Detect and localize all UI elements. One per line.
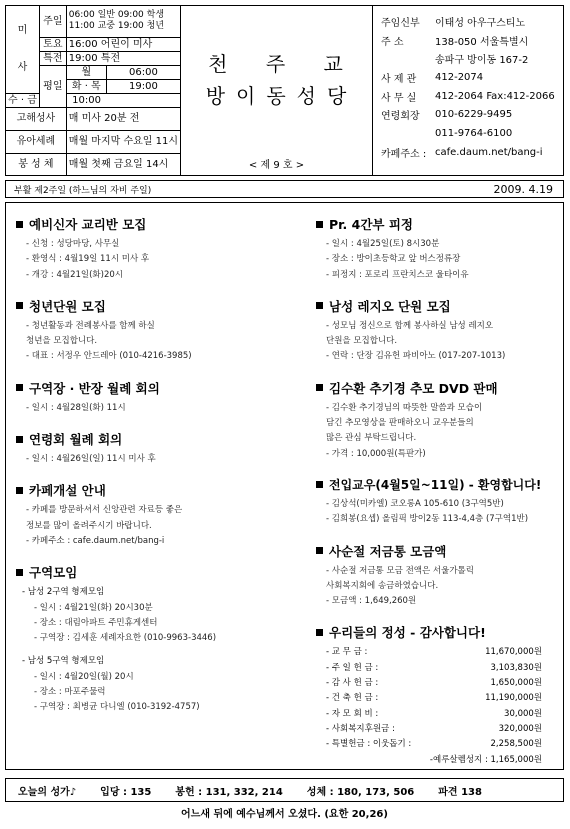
announcement-title	[316, 379, 560, 397]
title-line-2: 방이동성당	[205, 84, 358, 108]
announcement	[316, 297, 560, 365]
offering-amount: 2,258,500원	[490, 739, 542, 750]
info-value: 412-2074	[435, 71, 484, 83]
announcement-title	[16, 379, 301, 397]
announcement-line: - 김희봉(요셉) 올림픽 방이2동 113-4,4층 (7구역1반)	[326, 514, 529, 525]
meeting-group-name: - 남성 2구역 형제모임	[22, 587, 105, 598]
announcement-title-text: 청년단원 모집	[29, 298, 106, 314]
bullet-square-icon	[316, 481, 323, 488]
announcement-line: 단원을 모집합니다.	[326, 336, 398, 347]
announcement-title	[316, 623, 560, 641]
offering-label: - 감 사 헌 금 :	[326, 678, 379, 689]
meeting-line: - 구역장 : 김세훈 세례자요한 (010-9963-3446)	[34, 633, 217, 644]
mass-schedule	[6, 6, 181, 175]
offering-row	[316, 753, 560, 768]
communion-label: 봉 성 체	[6, 153, 66, 176]
offering-amount: 30,000원	[504, 708, 542, 719]
weekday-label: 평일	[39, 65, 66, 107]
info-value: 송파구 방이동 167-2	[435, 55, 529, 67]
offering-row	[316, 722, 560, 737]
offering-label: - 건 축 헌 금 :	[326, 693, 379, 704]
left-column	[16, 215, 301, 730]
district-meetings	[16, 563, 301, 715]
hymn-dismissal: 파견 138	[438, 786, 482, 798]
info-value: 010-6229-9495	[435, 109, 513, 121]
infant-baptism-label: 유아세례	[6, 130, 66, 153]
bulletin-title	[181, 6, 373, 175]
bullet-square-icon	[16, 569, 23, 576]
meeting-line: - 일시 : 4월20일(월) 20시	[34, 671, 134, 682]
announcement-line: - 연락 : 단장 김유헌 파비아노 (017-207-1013)	[326, 351, 506, 362]
mon-label: 월	[66, 65, 106, 79]
side-label	[6, 6, 39, 93]
info-label: 주 소	[381, 36, 404, 48]
infant-baptism-value: 매월 마지막 수요일 11시	[66, 130, 180, 153]
offering-amount: 11,190,000원	[485, 693, 542, 704]
info-row	[381, 124, 563, 143]
tue-thu-label: 화 · 목	[66, 79, 106, 93]
announcement-line: 청년을 모집합니다.	[26, 336, 98, 347]
info-row	[381, 49, 563, 68]
info-value: 412-2064 Fax:412-2066	[435, 90, 555, 102]
liturgical-sunday: 부활 제2주일 (하느님의 자비 주일)	[14, 185, 152, 196]
wed-fri-time: 10:00	[66, 93, 106, 107]
announcement-line: 담긴 추모영상을 판매하오니 교우분들의	[326, 418, 474, 429]
info-value: 이태성 아우구스티노	[435, 17, 526, 29]
title-line-1: 천 주 교	[208, 52, 359, 76]
offering-label: - 자 모 회 비 :	[326, 708, 379, 719]
offering-label: - 주 일 헌 금 :	[326, 662, 379, 673]
offering-label: - 특별헌금 : 이웃돕기 :	[326, 739, 412, 750]
issue-number: < 제 9 호 >	[248, 160, 305, 171]
announcement-title	[316, 476, 560, 493]
announcement-title-text: 우리들의 정성 - 감사합니다!	[329, 625, 486, 641]
bulletin-header	[5, 5, 564, 176]
announcement-line: 많은 관심 부탁드립니다.	[326, 433, 417, 444]
info-label: 사 제 관	[381, 73, 417, 85]
hymn-offertory: 봉헌 : 131, 332, 214	[175, 786, 283, 798]
announcement-title-text: 남성 레지오 단원 모집	[329, 298, 451, 314]
bullet-square-icon	[16, 384, 23, 391]
offering-amount: 320,000원	[498, 723, 542, 734]
info-row	[381, 31, 563, 50]
announcement-title	[16, 430, 301, 448]
announcement-line: - 모금액 : 1,649,260원	[326, 596, 417, 607]
announcement-title	[16, 297, 301, 315]
announcement-line: 사회복지회에 송금하였습니다.	[326, 580, 439, 591]
announcement-title	[16, 215, 301, 233]
announcement-line: - 카페를 방문하셔서 신앙관련 자료등 좋은	[26, 505, 183, 516]
announcement-line: - 대표 : 서정우 안드레아 (010-4216-3985)	[26, 351, 192, 362]
offering-amount: 1,650,000원	[490, 678, 542, 689]
announcement	[316, 476, 560, 528]
confession-value: 매 미사 20분 전	[66, 107, 180, 130]
announcement	[16, 379, 301, 416]
bullet-square-icon	[316, 629, 323, 636]
info-row	[381, 68, 563, 87]
info-label: 연령회장	[381, 111, 420, 123]
side-label-mi: 미	[17, 25, 28, 37]
announcement-title-text: 구역모임	[29, 565, 78, 581]
announcement-line: - 성모님 정신으로 함께 봉사하실 남성 레지오	[326, 320, 494, 331]
announcement-title-text: Pr. 4간부 피정	[329, 217, 413, 232]
announcement-line: 정보를 많이 올려주시기 바랍니다.	[26, 520, 152, 531]
announcement-title-text: 전입교우(4월5일~11일) - 환영합니다!	[329, 477, 542, 492]
announcements	[5, 202, 564, 770]
hymn-bar	[5, 778, 564, 802]
bullet-square-icon	[316, 221, 323, 228]
wed-fri-label: 수 · 금	[6, 93, 39, 107]
sunday-times-1: 06:00 일반 09:00 학생	[68, 10, 165, 21]
info-row	[381, 105, 563, 124]
announcement	[316, 542, 560, 610]
info-row	[381, 87, 563, 106]
info-value: 011-9764-6100	[435, 127, 513, 139]
hymn-communion: 성체 : 180, 173, 506	[306, 786, 415, 798]
offering-amount: -예루살렘성지 : 1,165,000원	[429, 754, 542, 765]
announcement-line: - 환영식 : 4월19일 11시 미사 후	[26, 254, 150, 265]
announcement	[16, 430, 301, 467]
offering-row	[316, 676, 560, 691]
announcement-title-text: 김수환 추기경 추모 DVD 판매	[329, 380, 498, 396]
offering-label	[326, 753, 394, 768]
announcement-line: - 김수환 추기경님의 따뜻한 말씀과 모습이	[326, 402, 483, 413]
bullet-square-icon	[16, 302, 23, 309]
bullet-square-icon	[16, 221, 23, 228]
meeting-line: - 장소 : 대림아파트 주민휴게센터	[34, 617, 158, 628]
bullet-square-icon	[316, 384, 323, 391]
announcement-line: - 청년활동과 전례봉사를 함께 하실	[26, 320, 155, 331]
bullet-square-icon	[16, 487, 23, 494]
announcement-line: - 김상석(미카엘) 코오롱A 105-610 (3구역5반)	[326, 498, 504, 509]
sunday-times-2: 11:00 교중 19:00 청년	[68, 21, 165, 32]
info-value: 138-050 서울특별시	[435, 36, 529, 48]
communion-value: 매월 첫째 금요일 14시	[66, 153, 180, 176]
info-label: 카페주소 :	[381, 148, 427, 160]
offering-row	[316, 645, 560, 660]
side-label-sa: 사	[17, 62, 28, 74]
announcement-line: - 개강 : 4월21일(화)20시	[26, 269, 123, 280]
parish-info	[373, 6, 563, 175]
confession-label: 고해성사	[6, 107, 66, 130]
sunday-label: 주일	[39, 6, 66, 37]
tue-thu-time: 19:00	[106, 79, 180, 93]
announcement-title-text: 연령회 월례 회의	[29, 432, 123, 448]
hymn-label: 오늘의 성가♪	[18, 786, 77, 798]
announcement-title-text: 카페개설 안내	[29, 483, 106, 499]
offering-row	[316, 707, 560, 722]
announcement-line: - 사순절 저금통 모금 전액은 서울가톨릭	[326, 565, 474, 576]
date-line	[5, 180, 564, 198]
saturday-value: 16:00 어린이 미사	[66, 37, 180, 51]
sunday-times	[66, 6, 180, 37]
announcement-line: - 피정지 : 포로리 프란치스코 울타이유	[326, 269, 469, 280]
announcement-title	[316, 215, 560, 233]
bullet-square-icon	[316, 547, 323, 554]
announcement-line: - 장소 : 방이초등학교 앞 버스정류장	[326, 254, 461, 265]
announcement-line: - 일시 : 4월25일(토) 8시30분	[326, 239, 440, 249]
info-row	[381, 143, 563, 162]
announcement-title	[316, 297, 560, 315]
right-column	[316, 215, 560, 782]
bulletin-date: 2009. 4.19	[493, 182, 553, 196]
announcement-title-text: 예비신자 교리반 모집	[29, 217, 147, 232]
offering-amount: 11,670,000원	[485, 647, 542, 658]
hymn-entrance: 입당 : 135	[100, 786, 152, 798]
meeting-group-name: - 남성 5구역 형제모임	[22, 656, 105, 667]
info-row	[381, 12, 563, 31]
bullet-square-icon	[316, 302, 323, 309]
meeting-line: - 구역장 : 최병균 다니엘 (010-3192-4757)	[34, 702, 200, 713]
announcement	[316, 215, 560, 283]
announcement-title	[16, 563, 301, 581]
announcement	[16, 215, 301, 283]
bullet-square-icon	[16, 436, 23, 443]
announcement-title-text: 구역장 · 반장 월례 회의	[29, 380, 160, 396]
offering-row	[316, 737, 560, 752]
announcement-line: - 가격 : 10,000원(특판가)	[326, 448, 426, 459]
offering-summary	[316, 623, 560, 767]
announcement-title	[316, 542, 560, 560]
announcement-line: - 일시 : 4월28일(화) 11시	[26, 402, 126, 413]
mon-time: 06:00	[106, 65, 180, 79]
meeting-line: - 일시 : 4월21일(화) 20시30분	[34, 602, 153, 613]
announcement-line: - 카페주소 : cafe.daum.net/bang-i	[26, 535, 165, 546]
announcement-line: - 일시 : 4월26일(일) 11시 미사 후	[26, 454, 156, 465]
bible-verse: 어느새 뒤에 예수님께서 오셨다. (요한 20,26)	[181, 809, 388, 820]
announcement-title-text: 사순절 저금통 모금액	[329, 543, 447, 559]
offering-row	[316, 691, 560, 706]
info-label: 사 무 실	[381, 92, 417, 104]
announcement	[16, 297, 301, 365]
offering-row	[316, 661, 560, 676]
announcement-line: - 신청 : 성당마당, 사무실	[26, 239, 120, 249]
mass-schedule-table	[6, 6, 180, 176]
info-value: cafe.daum.net/bang-i	[435, 146, 543, 158]
offering-label: - 교 무 금 :	[326, 647, 368, 658]
announcement-title	[16, 481, 301, 499]
meeting-line: - 장소 : 마포주물럭	[34, 687, 106, 698]
saturday-label: 토요	[39, 37, 66, 51]
special-value: 19:00 특전	[66, 51, 180, 65]
info-label: 주임신부	[381, 17, 420, 29]
offering-amount: 3,103,830원	[490, 662, 542, 673]
announcement	[16, 481, 301, 549]
special-label: 특전	[39, 51, 66, 65]
announcement	[316, 379, 560, 462]
offering-label: - 사회복지후원금 :	[326, 723, 395, 734]
